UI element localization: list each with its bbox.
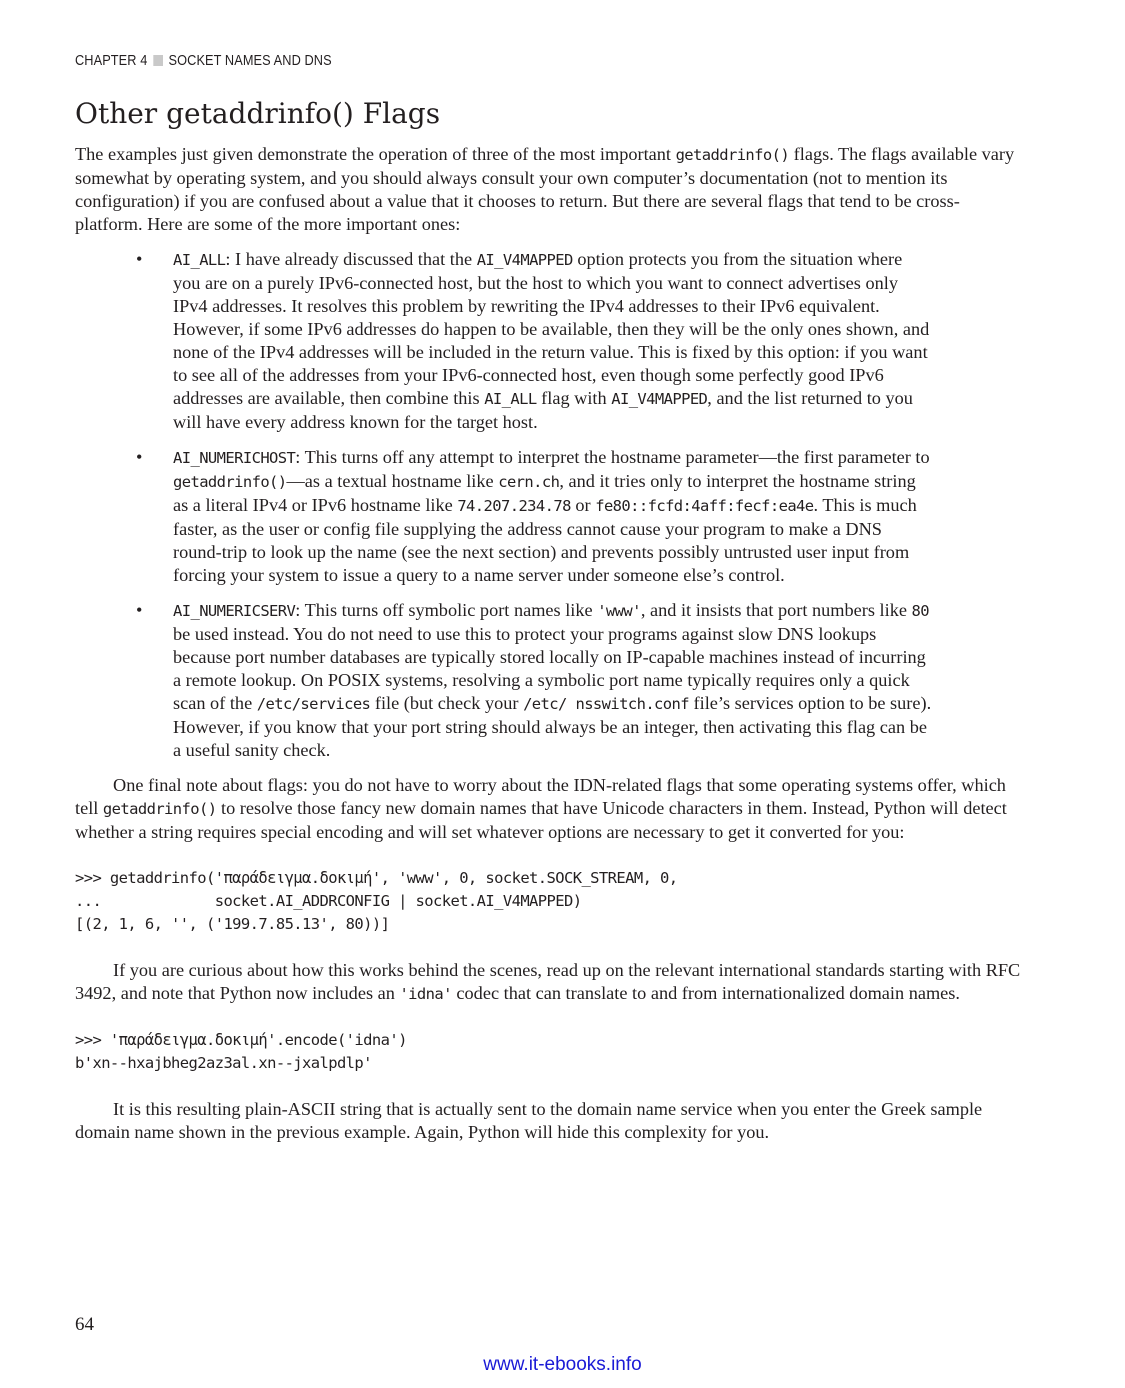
code-block-idna: >>> 'παράδειγμα.δοκιμή'.encode('idna') b'xn--hxajbheg2az3al.xn--jxalpdlp' — [75, 1031, 407, 1072]
final-paragraph: It is this resulting plain-ASCII string that is actually sent to the domain name service when you enter the Greek sample domain name shown in the previous example. Again, Python will hide this complexity for you. — [75, 1099, 983, 1142]
list-item-ai-numerichost: • AI_NUMERICHOST: This turns off any attempt to interpret the hostname parameter—the first parameter to getaddrinfo()—as a textual hostname like cern.ch, and it tries only to interpret the hostname string as a literal IPv4 or IPv6 hostname like 74.207.234.78 or fe80::fcfd:4aff:fecf:ea4e. This is much faster, as the user or config file supplying the address cannot cause your program to make a DNS round-trip to look up the name (see the next section) and prevents possibly untrusted user input from forcing your system to issue a query to a name server under someone else’s control. — [136, 447, 930, 585]
list-item-ai-all: • AI_ALL: I have already discussed that the AI_V4MAPPED option protects you from the situation where you are on a purely IPv6-connected host, but the host to which you want to connect advertises only IPv4 addresses. It resolves this problem by rewriting the IPv4 addresses to their IPv6 equivalent. However, if some IPv6 addresses do happen to be available, then they will be the only ones shown, and none of the IPv4 addresses will be included in the return value. This is fixed by this option: if you want to see all of the addresses from your IPv6-connected host, even though some perfectly good IPv6 addresses are available, then combine this AI_ALL flag with AI_V4MAPPED, and the list returned to you will have every address known for the target host. — [136, 249, 930, 432]
chapter-label: CHAPTER 4 — [75, 53, 148, 69]
section-title: Other getaddrinfo() Flags — [75, 97, 441, 130]
flag-list — [75, 248, 1025, 762]
chapter-title: SOCKET NAMES AND DNS — [168, 53, 332, 69]
intro-paragraph: The examples just given demonstrate the operation of three of the most important getaddrinfo() flags. The flags available vary somewhat by operating system, and you should always consult your own computer’s documentation (not to mention its configuration) if you are confused about a value that it chooses to return. But there are several flags that tend to be cross-platform. Here are some of the more important ones: — [75, 144, 1015, 234]
bullet-icon: • — [136, 249, 143, 269]
body-text — [75, 143, 1025, 1144]
idna-paragraph: If you are curious about how this works behind the scenes, read up on the relevant international standards starting with RFC 3492, and note that Python now includes an 'idna' codec that can translate to and from internationalized domain names. — [75, 960, 1021, 1003]
list-item-ai-numericserv: • AI_NUMERICSERV: This turns off symbolic port names like 'www', and it insists that port numbers like 80 be used instead. You do not need to use this to protect your programs against slow DNS lookups because port number databases are typically stored locally on IP-capable machines instead of incurring a remote lookup. On POSIX systems, resolving a symbolic port name typically requires only a quick scan of the /etc/services file (but check your /etc/ nsswitch.conf file’s services option to be sure). However, if you know that your port string should always be an integer, then activating this flag can be a useful sanity check. — [136, 600, 932, 760]
bullet-icon: • — [136, 447, 143, 467]
footer-link[interactable]: www.it-ebooks.info — [483, 1354, 642, 1375]
running-head — [75, 53, 332, 69]
square-separator-icon — [154, 55, 164, 66]
code-block-getaddrinfo: >>> getaddrinfo('παράδειγμα.δοκιμή', 'www', 0, socket.SOCK_STREAM, 0, ... socket.AI_ADDRCONFIG | socket.AI_V4MAPPED) [(2, 1, 6, '', ('199.7.85.13', 80))] — [75, 869, 678, 933]
flags-note-paragraph: One final note about flags: you do not have to worry about the IDN-related flags that some operating systems offer, which tell getaddrinfo() to resolve those fancy new domain names that have Unicode characters in them. Instead, Python will detect whether a string requires special encoding and will set whatever options are necessary to get it converted for you: — [75, 775, 1007, 842]
page-number: 64 — [75, 1314, 94, 1335]
bullet-icon: • — [136, 600, 143, 620]
